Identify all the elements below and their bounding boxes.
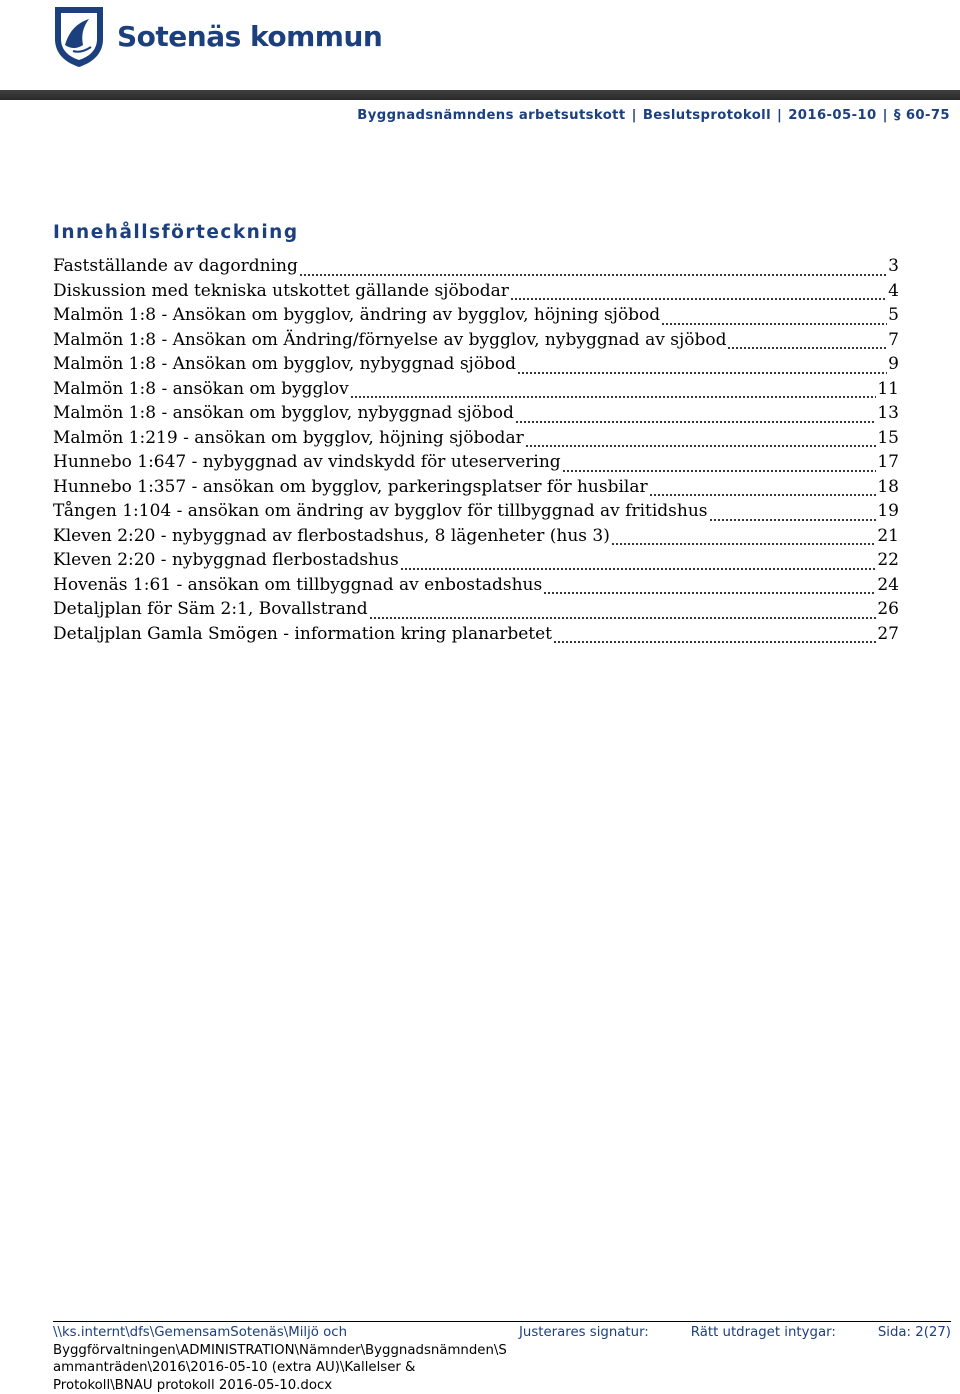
toc-entry-page: 11 (877, 379, 899, 399)
toc-entry-page: 5 (888, 305, 899, 325)
toc-entry-title: Hovenäs 1:61 - ansökan om tillbyggnad av enbostadshus (53, 575, 542, 595)
toc-entry-title: Diskussion med tekniska utskottet gällande sjöbodar (53, 281, 509, 301)
ratt-utdraget-intygar: Rätt utdraget intygar: (691, 1324, 836, 1394)
toc-entry[interactable] (53, 575, 899, 600)
toc-entry-page: 21 (877, 526, 899, 546)
toc-entry-title: Kleven 2:20 - nybyggnad av flerbostadshus, 8 lägenheter (hus 3) (53, 526, 610, 546)
meeting-date: 2016-05-10 (788, 108, 876, 123)
logo (53, 4, 382, 70)
toc-entry-title: Malmön 1:8 - Ansökan om Ändring/förnyelse av bygglov, nybyggnad av sjöbod (53, 330, 726, 350)
toc-entry[interactable] (53, 256, 899, 281)
toc-entry[interactable] (53, 379, 899, 404)
toc-entry[interactable] (53, 452, 899, 477)
toc-dot-leader (517, 369, 887, 374)
toc-entry-title: Malmön 1:219 - ansökan om bygglov, höjning sjöbodar (53, 428, 524, 448)
toc-entry-page: 19 (877, 501, 899, 521)
header-bar (0, 90, 960, 100)
toc-dot-leader (661, 320, 887, 325)
page-number: Sida: 2(27) (878, 1324, 951, 1394)
toc-entry-page: 22 (877, 550, 899, 570)
toc-entry[interactable] (53, 550, 899, 575)
file-path-line: ammanträden\2016\2016-05-10 (extra AU)\Kallelser & (53, 1359, 503, 1377)
toc-entry-title: Detaljplan för Säm 2:1, Bovallstrand (53, 599, 368, 619)
separator: | (883, 108, 888, 123)
toc-entry-page: 3 (888, 256, 899, 276)
toc-entry-title: Kleven 2:20 - nybyggnad flerbostadshus (53, 550, 399, 570)
justerares-signatur: Justerares signatur: (519, 1324, 649, 1394)
toc-entry[interactable] (53, 354, 899, 379)
toc-entry-page: 15 (877, 428, 899, 448)
toc-entry[interactable] (53, 403, 899, 428)
toc-dot-leader (350, 393, 877, 398)
section-symbol: § (894, 108, 901, 123)
toc-entry-title: Malmön 1:8 - Ansökan om bygglov, nybyggnad sjöbod (53, 354, 516, 374)
file-path-line: Byggförvaltningen\ADMINISTRATION\Nämnder\Byggnadsnämnden\S (53, 1342, 503, 1360)
toc-entry[interactable] (53, 477, 899, 502)
toc-dot-leader (649, 491, 877, 496)
toc-entry[interactable] (53, 526, 899, 551)
toc-entry[interactable] (53, 330, 899, 355)
toc-entry[interactable] (53, 428, 899, 453)
municipal-crest-icon (53, 5, 105, 69)
toc-entry-page: 27 (877, 624, 899, 644)
separator: | (632, 108, 637, 123)
toc-dot-leader (727, 344, 887, 349)
toc-entry[interactable] (53, 281, 899, 306)
toc-entry-title: Malmön 1:8 - Ansökan om bygglov, ändring av bygglov, höjning sjöbod (53, 305, 660, 325)
toc-heading: Innehållsförteckning (53, 222, 299, 243)
toc-entry-page: 9 (888, 354, 899, 374)
document-type: Beslutsprotokoll (643, 108, 771, 123)
toc-dot-leader (553, 638, 876, 643)
toc-entry-title: Malmön 1:8 - ansökan om bygglov (53, 379, 349, 399)
toc-entry-page: 7 (888, 330, 899, 350)
toc-entry-page: 24 (877, 575, 899, 595)
toc-entry[interactable] (53, 305, 899, 330)
toc-entry-page: 17 (877, 452, 899, 472)
toc-dot-leader (543, 589, 876, 594)
toc-entry-title: Hunnebo 1:647 - nybyggnad av vindskydd för uteservering (53, 452, 561, 472)
toc-entry[interactable] (53, 599, 899, 624)
file-path-line: \\ks.internt\dfs\GemensamSotenäs\Miljö och (53, 1324, 503, 1342)
toc-dot-leader (510, 295, 887, 300)
document-header (0, 108, 950, 123)
toc-dot-leader (562, 467, 877, 472)
toc-entry-page: 18 (877, 477, 899, 497)
org-name: Sotenäs kommun (117, 23, 382, 51)
toc-dot-leader (525, 442, 877, 447)
toc-entry-title: Tången 1:104 - ansökan om ändring av bygglov för tillbyggnad av fritidshus (53, 501, 708, 521)
toc-entry-title: Hunnebo 1:357 - ansökan om bygglov, parkeringsplatser för husbilar (53, 477, 648, 497)
toc-entry-title: Detaljplan Gamla Smögen - information kring planarbetet (53, 624, 552, 644)
toc-entry-title: Malmön 1:8 - ansökan om bygglov, nybyggnad sjöbod (53, 403, 514, 423)
separator: | (777, 108, 782, 123)
toc-entry-page: 4 (888, 281, 899, 301)
file-path (53, 1324, 503, 1394)
toc-entry-page: 13 (877, 403, 899, 423)
toc-dot-leader (709, 516, 877, 521)
toc-entry[interactable] (53, 624, 899, 649)
toc-dot-leader (299, 271, 887, 276)
toc-dot-leader (515, 418, 876, 423)
toc-dot-leader (400, 565, 877, 570)
toc-entry-page: 26 (877, 599, 899, 619)
footer-signatures (503, 1324, 951, 1394)
toc-entry[interactable] (53, 501, 899, 526)
section-range: 60-75 (906, 108, 950, 123)
file-path-line: Protokoll\BNAU protokoll 2016-05-10.docx (53, 1377, 503, 1394)
toc-dot-leader (611, 540, 877, 545)
table-of-contents (53, 256, 899, 648)
committee-name: Byggnadsnämndens arbetsutskott (357, 108, 625, 123)
toc-entry-title: Fastställande av dagordning (53, 256, 298, 276)
footer (53, 1321, 951, 1394)
toc-dot-leader (369, 614, 877, 619)
